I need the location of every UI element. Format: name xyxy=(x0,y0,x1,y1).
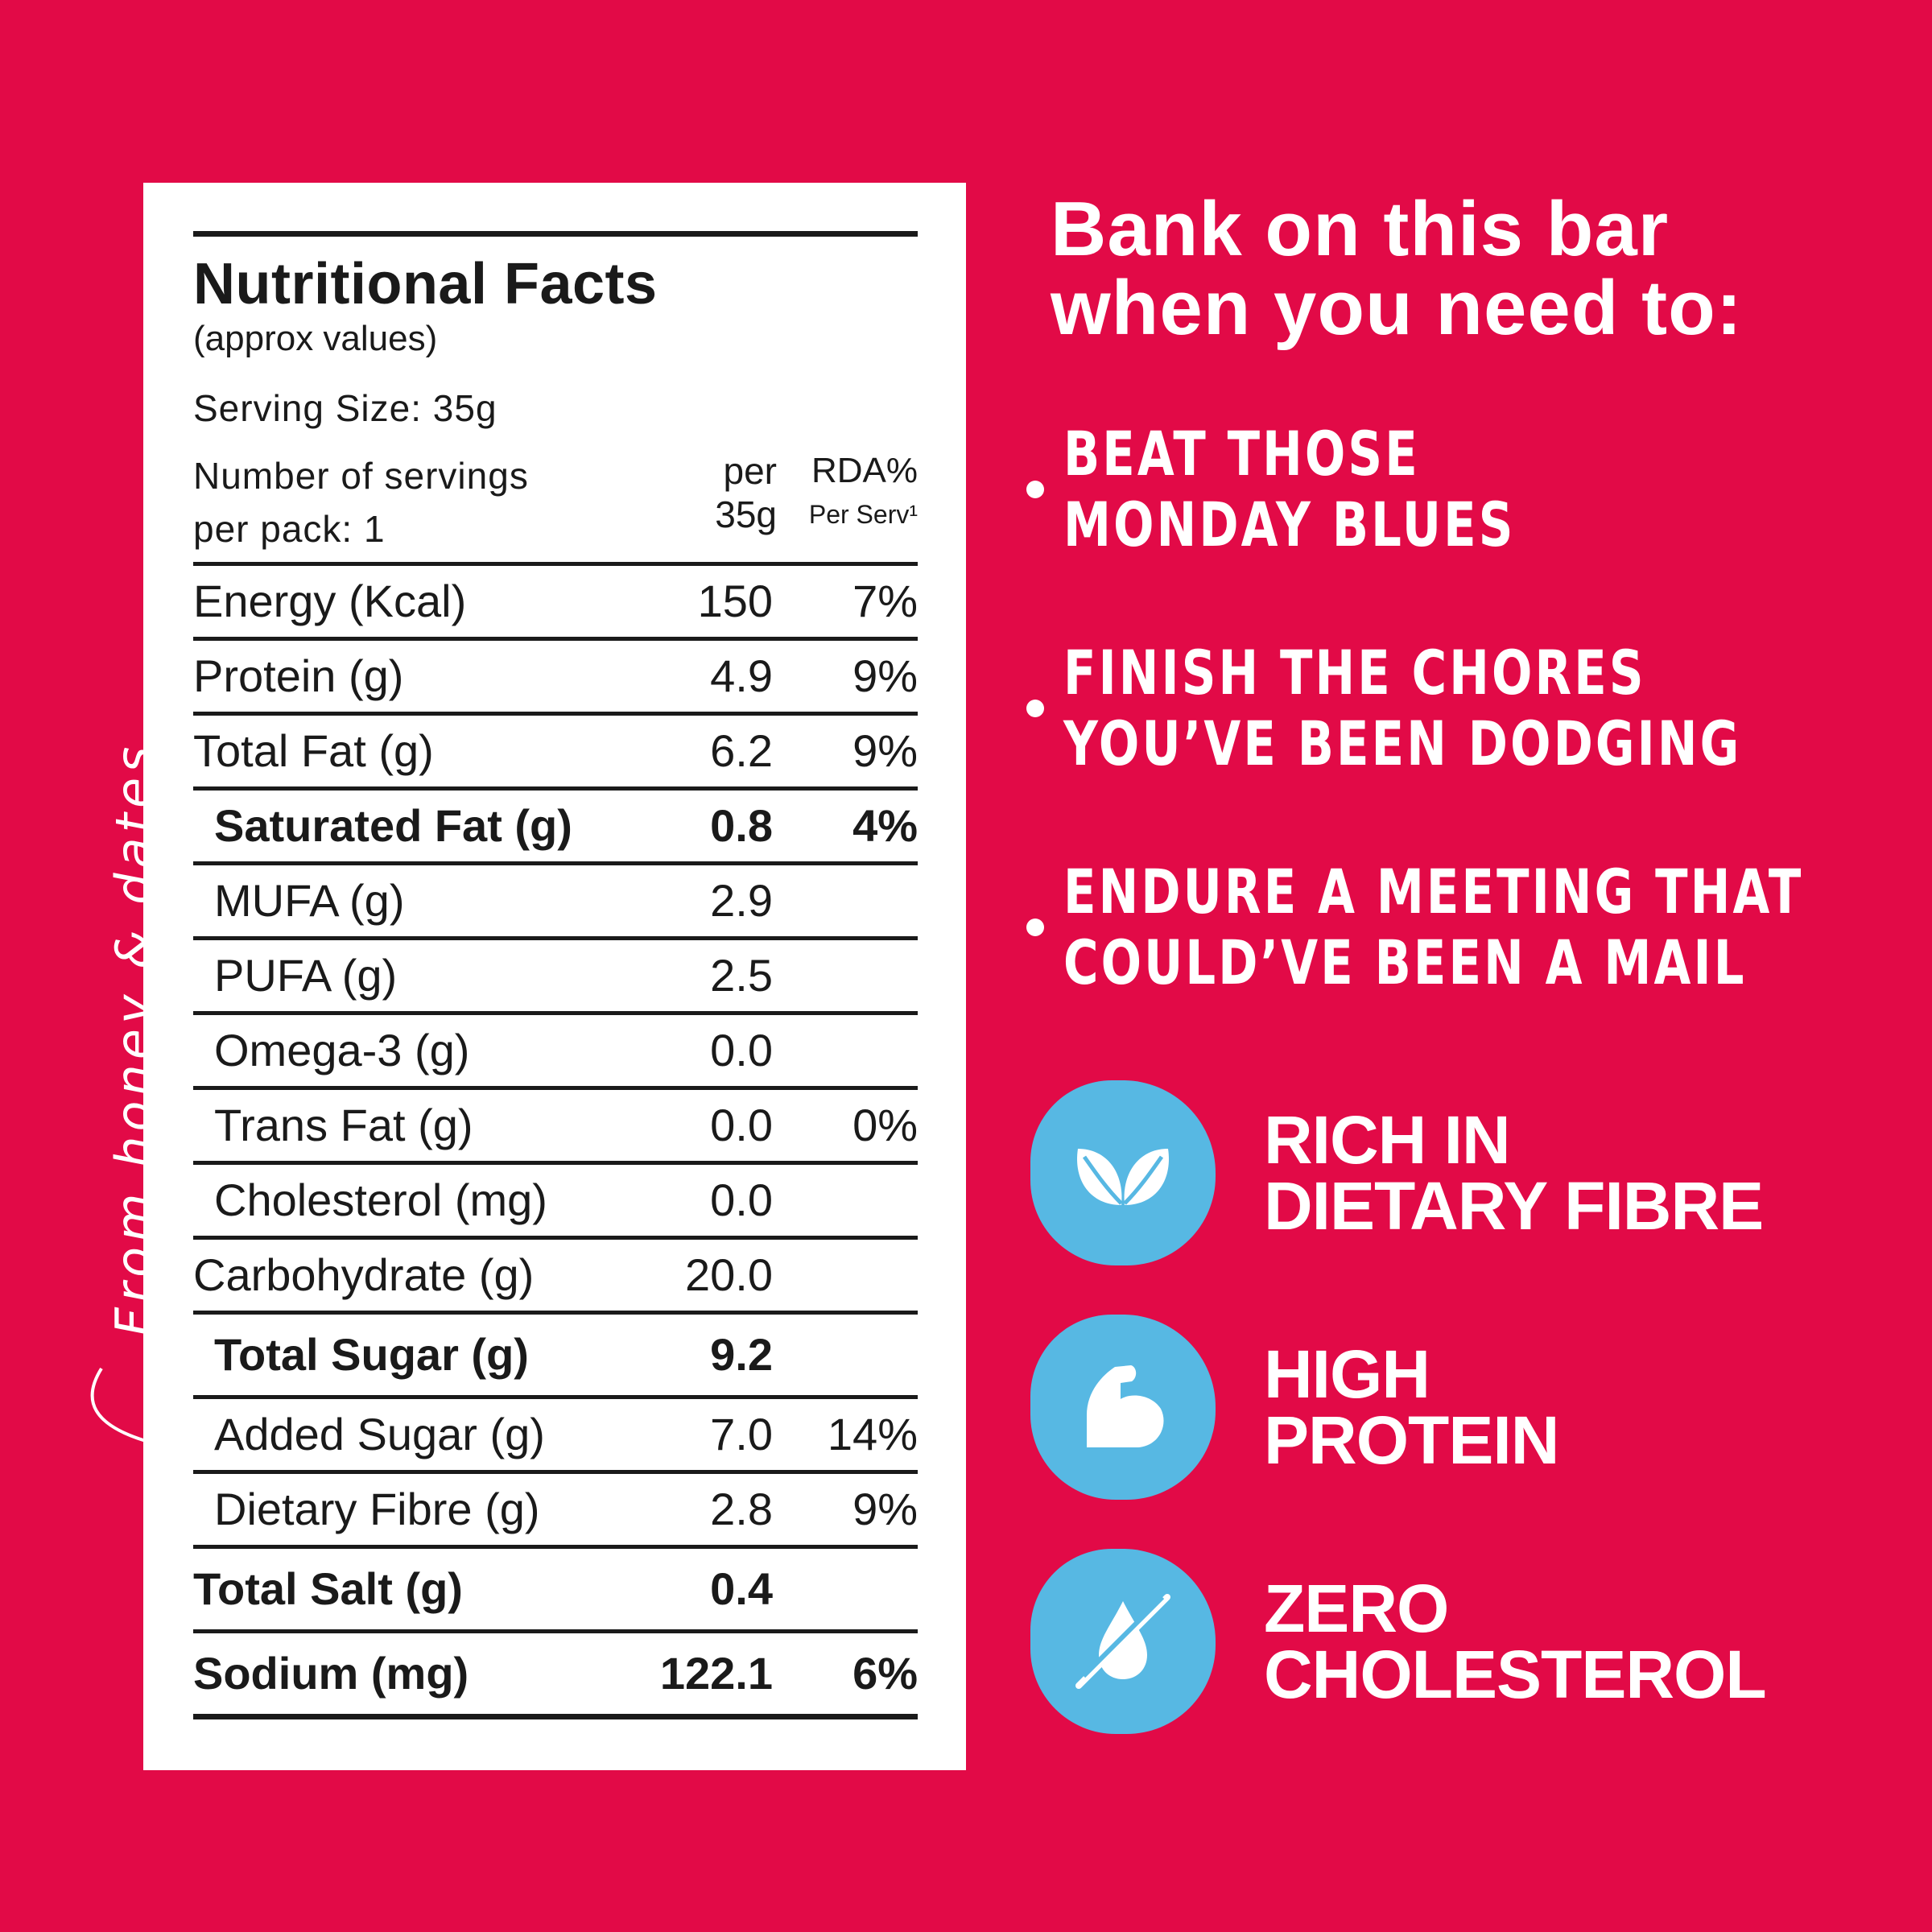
row-value: 6.2 xyxy=(710,725,773,777)
flexed-arm-icon xyxy=(1030,1315,1216,1500)
rda-header-line-2: Per Serv¹ xyxy=(808,499,918,529)
bullet-line-1: FINISH THE CHORES xyxy=(1063,637,1646,708)
row-rda: 14% xyxy=(827,1409,918,1460)
serving-size: Serving Size: 35g xyxy=(193,386,497,429)
feature-cholesterol xyxy=(1030,1549,1766,1734)
list-item xyxy=(1026,638,1932,779)
bullet-text xyxy=(1063,419,1516,560)
table-row xyxy=(193,1470,918,1545)
headline-line-2: when you need to: xyxy=(1051,265,1743,351)
row-value: 20.0 xyxy=(685,1249,773,1301)
row-value: 122.1 xyxy=(659,1648,773,1699)
row-label: Dietary Fibre (g) xyxy=(214,1484,540,1535)
row-value: 150 xyxy=(697,576,773,627)
table-row xyxy=(193,712,918,786)
row-label: Sodium (mg) xyxy=(193,1648,469,1699)
row-value: 7.0 xyxy=(710,1409,773,1460)
table-row xyxy=(193,1629,918,1714)
row-rda: 0% xyxy=(852,1100,918,1151)
bullet-text xyxy=(1063,857,1803,998)
bullet-line-2: COULD’VE BEEN A MAIL xyxy=(1063,927,1747,998)
facts-subtitle: (approx values) xyxy=(193,318,438,358)
list-item xyxy=(1026,419,1932,560)
feature-label xyxy=(1264,1336,1559,1478)
feature-line-2: PROTEIN xyxy=(1264,1402,1559,1478)
row-label: Total Salt (g) xyxy=(193,1563,463,1615)
table-row xyxy=(193,1311,918,1395)
feature-protein xyxy=(1030,1315,1558,1500)
bullet-dot-icon xyxy=(1026,919,1044,936)
table-row xyxy=(193,861,918,936)
table-row xyxy=(193,562,918,637)
bullet-line-2: YOU’VE BEEN DODGING xyxy=(1063,708,1742,779)
per-header-line-2: 35g xyxy=(715,493,777,535)
row-rda: 7% xyxy=(852,576,918,627)
row-label: Trans Fat (g) xyxy=(214,1100,473,1151)
feature-line-2: CHOLESTEROL xyxy=(1264,1637,1766,1712)
row-rda: 6% xyxy=(852,1648,918,1699)
feature-line-1: HIGH xyxy=(1264,1336,1430,1412)
row-label: PUFA (g) xyxy=(214,950,398,1001)
no-drop-icon xyxy=(1030,1549,1216,1734)
feature-line-2: DIETARY FIBRE xyxy=(1264,1168,1764,1244)
row-value: 0.4 xyxy=(710,1563,773,1615)
row-label: Carbohydrate (g) xyxy=(193,1249,535,1301)
row-label: Total Fat (g) xyxy=(193,725,434,777)
row-label: Omega-3 (g) xyxy=(214,1025,470,1076)
row-label: Saturated Fat (g) xyxy=(214,800,572,852)
row-label: MUFA (g) xyxy=(214,875,405,927)
row-value: 2.9 xyxy=(710,875,773,927)
bullet-dot-icon xyxy=(1026,700,1044,717)
per-serving-header xyxy=(644,449,777,536)
row-label: Energy (Kcal) xyxy=(193,576,467,627)
row-label: Total Sugar (g) xyxy=(214,1329,529,1381)
nutrition-panel xyxy=(143,183,966,1770)
side-note: From honey & dates xyxy=(105,741,163,1336)
table-row xyxy=(193,1236,918,1311)
feature-label xyxy=(1264,1102,1764,1244)
table-row xyxy=(193,1161,918,1236)
per-header-line-1: per xyxy=(723,449,777,492)
row-value: 4.9 xyxy=(710,650,773,702)
feature-label xyxy=(1264,1571,1766,1712)
row-value: 0.0 xyxy=(710,1025,773,1076)
table-row xyxy=(193,1395,918,1470)
row-label: Cholesterol (mg) xyxy=(214,1174,547,1226)
bullet-line-2: MONDAY BLUES xyxy=(1063,489,1516,560)
row-value: 2.5 xyxy=(710,950,773,1001)
headline xyxy=(1051,186,1743,351)
list-item xyxy=(1026,857,1932,998)
row-value: 0.0 xyxy=(710,1174,773,1226)
headline-line-1: Bank on this bar xyxy=(1051,186,1670,272)
bullet-dot-icon xyxy=(1026,481,1044,498)
row-rda: 9% xyxy=(852,650,918,702)
row-value: 2.8 xyxy=(710,1484,773,1535)
rda-header xyxy=(777,449,918,536)
feature-fibre xyxy=(1030,1080,1763,1265)
row-rda: 4% xyxy=(852,800,918,852)
swoosh-decoration xyxy=(77,1360,150,1449)
table-row xyxy=(193,1011,918,1086)
table-row xyxy=(193,786,918,861)
table-row xyxy=(193,1545,918,1629)
nutrition-facts-table xyxy=(193,231,918,1719)
row-value: 0.8 xyxy=(710,800,773,852)
row-label: Protein (g) xyxy=(193,650,404,702)
table-row xyxy=(193,1086,918,1161)
bullet-line-1: BEAT THOSE xyxy=(1063,418,1420,489)
table-row xyxy=(193,637,918,712)
feature-line-1: RICH IN xyxy=(1264,1102,1510,1178)
feature-line-1: ZERO xyxy=(1264,1571,1449,1646)
table-row xyxy=(193,936,918,1011)
bullet-text xyxy=(1063,638,1741,779)
servings-per-pack xyxy=(193,449,644,555)
row-value: 9.2 xyxy=(710,1329,773,1381)
bullet-list xyxy=(1026,419,1932,1075)
top-rule xyxy=(193,231,918,237)
column-header xyxy=(193,449,918,562)
row-rda: 9% xyxy=(852,1484,918,1535)
bottom-rule xyxy=(193,1714,918,1719)
leaves-icon xyxy=(1030,1080,1216,1265)
rda-header-line-1: RDA% xyxy=(811,450,918,490)
row-label: Added Sugar (g) xyxy=(214,1409,545,1460)
bullet-line-1: ENDURE A MEETING THAT xyxy=(1063,856,1804,927)
row-value: 0.0 xyxy=(710,1100,773,1151)
facts-title: Nutritional Facts xyxy=(193,252,658,316)
row-rda: 9% xyxy=(852,725,918,777)
servings-line-2: per pack: 1 xyxy=(193,507,386,550)
servings-line-1: Number of servings xyxy=(193,454,529,497)
